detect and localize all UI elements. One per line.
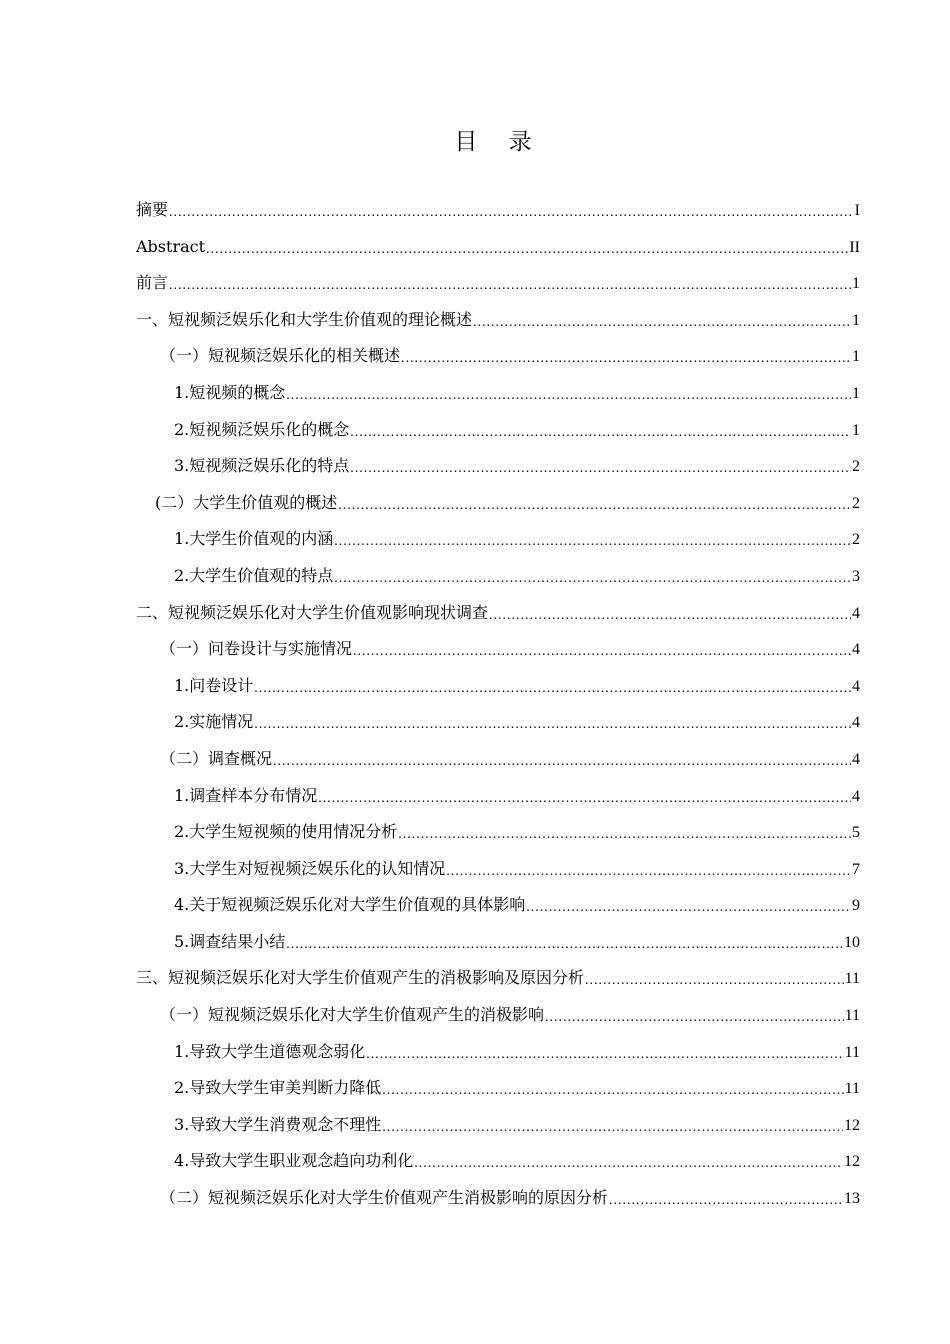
toc-dot-leader <box>169 277 851 295</box>
toc-dot-leader <box>526 899 851 917</box>
toc-dot-leader <box>334 533 851 551</box>
toc-dot-leader <box>254 716 851 734</box>
toc-entry-page-number: 10 <box>844 933 860 951</box>
toc-entry[interactable] <box>136 192 860 229</box>
toc-dot-leader <box>254 680 851 698</box>
toc-entry[interactable] <box>136 338 860 375</box>
toc-dot-leader <box>334 570 851 588</box>
toc-entry-label: 3.导致大学生消费观念不理性 <box>174 1114 382 1134</box>
toc-entry-page-number: 12 <box>844 1153 860 1171</box>
toc-entry[interactable] <box>136 521 860 558</box>
toc-entry[interactable] <box>136 851 860 888</box>
toc-entry-page-number: 13 <box>844 1190 860 1208</box>
toc-dot-leader <box>338 497 851 515</box>
toc-dot-leader <box>473 314 851 332</box>
toc-dot-leader <box>382 1082 843 1100</box>
toc-entry-page-number: 11 <box>844 1043 860 1061</box>
toc-entry-page-number: 9 <box>852 897 860 915</box>
toc-dot-leader <box>350 460 851 478</box>
toc-entry-page-number: 4 <box>852 750 860 768</box>
toc-entry[interactable] <box>136 1143 860 1180</box>
toc-entry-label: 3.大学生对短视频泛娱乐化的认知情况 <box>174 858 446 878</box>
toc-entry[interactable] <box>136 1107 860 1144</box>
toc-entry-page-number: 2 <box>852 494 860 512</box>
toc-dot-leader <box>366 1046 843 1064</box>
toc-entry-label: 一、短视频泛娱乐化和大学生价值观的理论概述 <box>136 309 473 329</box>
toc-entry-label: 1.短视频的概念 <box>174 382 286 402</box>
toc-entry-page-number: 11 <box>844 1007 860 1025</box>
toc-entry-label: （一）短视频泛娱乐化对大学生价值观产生的消极影响 <box>160 1005 545 1025</box>
toc-entry-page-number: 11 <box>844 970 860 988</box>
toc-dot-leader <box>585 972 844 990</box>
toc-entry[interactable] <box>136 558 860 595</box>
toc-entry-label: 5.调查结果小结 <box>174 931 286 951</box>
toc-dot-leader <box>446 863 851 881</box>
toc-entry-label: 三、短视频泛娱乐化对大学生价值观产生的消极影响及原因分析 <box>136 968 585 988</box>
toc-entry[interactable] <box>136 631 860 668</box>
toc-entry[interactable] <box>136 595 860 632</box>
toc-entry-label: 前言 <box>136 273 169 293</box>
toc-entry-page-number: 4 <box>852 787 860 805</box>
toc-entry-page-number: 1 <box>852 421 860 439</box>
toc-entry-label: （一）问卷设计与实施情况 <box>160 639 353 659</box>
toc-entry-page-number: 11 <box>844 1080 860 1098</box>
toc-entry[interactable] <box>136 887 860 924</box>
toc-entry-page-number: 1 <box>852 275 860 293</box>
toc-entry-label: 二、短视频泛娱乐化对大学生价值观影响现状调查 <box>136 602 489 622</box>
toc-entry[interactable] <box>136 668 860 705</box>
toc-dot-leader <box>353 643 851 661</box>
toc-list <box>136 192 860 1217</box>
toc-entry-label: 1.调查样本分布情况 <box>174 785 318 805</box>
toc-dot-leader <box>206 241 848 259</box>
toc-entry-page-number: 7 <box>852 860 860 878</box>
toc-dot-leader <box>286 936 843 954</box>
toc-entry[interactable] <box>136 960 860 997</box>
toc-entry[interactable] <box>136 485 860 522</box>
toc-dot-leader <box>398 826 851 844</box>
toc-dot-leader <box>414 1155 843 1173</box>
toc-dot-leader <box>318 790 851 808</box>
toc-entry-label: 2.实施情况 <box>174 712 254 732</box>
toc-dot-leader <box>350 424 851 442</box>
toc-dot-leader <box>609 1192 843 1210</box>
toc-dot-leader <box>545 1009 844 1027</box>
toc-entry-label: 4.导致大学生职业观念趋向功利化 <box>174 1151 414 1171</box>
toc-entry-label: 4.关于短视频泛娱乐化对大学生价值观的具体影响 <box>174 895 526 915</box>
toc-entry-label: 1.大学生价值观的内涵 <box>174 529 334 549</box>
toc-entry-page-number: 4 <box>852 677 860 695</box>
toc-entry-label: 3.短视频泛娱乐化的特点 <box>174 456 350 476</box>
toc-entry-page-number: 1 <box>852 384 860 402</box>
toc-dot-leader <box>401 350 851 368</box>
toc-entry-page-number: 5 <box>852 824 860 842</box>
toc-entry-label: （二）调查概况 <box>160 748 273 768</box>
toc-entry[interactable] <box>136 1034 860 1071</box>
toc-entry-label: Abstract <box>136 236 206 256</box>
toc-entry[interactable] <box>136 265 860 302</box>
toc-dot-leader <box>169 204 854 222</box>
toc-entry-label: 2.导致大学生审美判断力降低 <box>174 1078 382 1098</box>
toc-entry-page-number: 1 <box>852 348 860 366</box>
toc-entry[interactable] <box>136 997 860 1034</box>
toc-entry-page-number: 2 <box>852 458 860 476</box>
toc-entry-label: (二）大学生价值观的概述 <box>155 492 338 512</box>
toc-entry[interactable] <box>136 1180 860 1217</box>
toc-entry-page-number: II <box>849 238 860 256</box>
toc-entry[interactable] <box>136 814 860 851</box>
toc-entry[interactable] <box>136 448 860 485</box>
toc-entry[interactable] <box>136 778 860 815</box>
toc-entry-label: 2.短视频泛娱乐化的概念 <box>174 419 350 439</box>
toc-entry-page-number: 3 <box>852 567 860 585</box>
toc-entry[interactable] <box>136 924 860 961</box>
toc-entry-page-number: 12 <box>844 1116 860 1134</box>
toc-entry[interactable] <box>136 229 860 266</box>
toc-entry-label: 2.大学生短视频的使用情况分析 <box>174 822 398 842</box>
toc-title: 目 录 <box>454 129 544 155</box>
toc-entry-page-number: I <box>854 202 860 219</box>
toc-entry[interactable] <box>136 412 860 449</box>
toc-entry-page-number: 2 <box>852 531 860 549</box>
toc-entry-page-number: 1 <box>852 311 860 329</box>
toc-dot-leader <box>273 753 851 771</box>
toc-entry-page-number: 4 <box>852 604 860 622</box>
toc-entry-label: （一）短视频泛娱乐化的相关概述 <box>160 346 401 366</box>
toc-dot-leader <box>489 607 851 625</box>
toc-entry[interactable] <box>136 1070 860 1107</box>
toc-entry-label: （二）短视频泛娱乐化对大学生价值观产生消极影响的原因分析 <box>160 1188 609 1208</box>
toc-entry[interactable] <box>136 375 860 412</box>
toc-dot-leader <box>286 387 851 405</box>
toc-entry-page-number: 4 <box>852 714 860 732</box>
toc-entry[interactable] <box>136 741 860 778</box>
toc-entry[interactable] <box>136 704 860 741</box>
toc-entry-label: 1.问卷设计 <box>174 675 254 695</box>
toc-entry-label: 1.导致大学生道德观念弱化 <box>174 1041 366 1061</box>
toc-entry-page-number: 4 <box>852 641 860 659</box>
toc-entry-label: 摘要 <box>136 200 169 219</box>
toc-dot-leader <box>382 1119 843 1137</box>
toc-entry[interactable] <box>136 302 860 339</box>
toc-entry-label: 2.大学生价值观的特点 <box>174 565 334 585</box>
